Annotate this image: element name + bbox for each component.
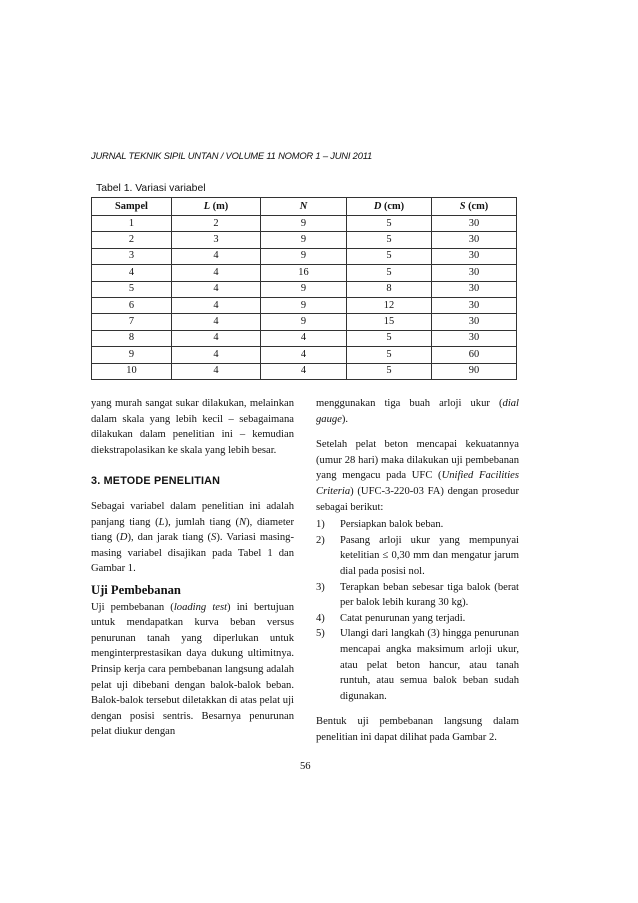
table-cell: 30: [432, 281, 517, 297]
table-cell: 9: [261, 297, 347, 313]
continuation-paragraph: menggunakan tiga buah arloji ukur (dial gauge).: [316, 398, 519, 425]
table-cell: 4: [172, 265, 261, 281]
table-cell: 30: [432, 314, 517, 330]
table-cell: 3: [92, 248, 172, 264]
table-cell: 5: [347, 216, 432, 232]
table-cell: 9: [261, 281, 347, 297]
table-cell: 9: [261, 314, 347, 330]
table-row: [92, 281, 517, 297]
table-caption: Tabel 1. Variasi variabel: [96, 183, 206, 194]
table-cell: 30: [432, 330, 517, 346]
table-cell: 10: [92, 363, 172, 379]
list-item: 2) Pasang arloji ukur yang mempunyai ketelitian ≤ 0,30 mm dan mengatur jarum dial pada posisi nol.: [316, 534, 519, 577]
table-cell: 90: [432, 363, 517, 379]
table-cell: 4: [261, 347, 347, 363]
table-row: [92, 232, 517, 248]
table-cell: 4: [172, 314, 261, 330]
procedure-intro-paragraph: Setelah pelat beton mencapai kekuatannya (umur 28 hari) maka dilakukan uji pembebanan yang mengacu pada UFC (Unified Facilities Criteria) (UFC-3-220-03 FA) dengan prosedur sebagai berikut:: [316, 439, 519, 513]
table-cell: 30: [432, 297, 517, 313]
table-cell: 6: [92, 297, 172, 313]
table-cell: 1: [92, 216, 172, 232]
table-cell: 60: [432, 347, 517, 363]
table-row: [92, 314, 517, 330]
table-cell: 5: [347, 232, 432, 248]
closing-paragraph: Bentuk uji pembebanan langsung dalam penelitian ini dapat dilihat pada Gambar 2.: [316, 716, 519, 743]
list-item: 5) Ulangi dari langkah (3) hingga penurunan mencapai angka maksimum arloji ukur, atau pelat beton hancur, atau tanah runtuh, atau semua balok beban sudah digunakan.: [316, 628, 519, 702]
method-paragraph: Sebagai variabel dalam penelitian ini adalah panjang tiang (L), jumlah tiang (N), diameter tiang (D), dan jarak tiang (S). Variasi masing-masing variabel disajikan pada Tabel 1 dan Gambar 1.: [91, 500, 295, 575]
table-cell: 30: [432, 232, 517, 248]
column-header-l: L (m): [172, 198, 261, 216]
table-row: [92, 297, 517, 313]
table-cell: 4: [172, 281, 261, 297]
page-number: 56: [300, 761, 311, 772]
procedure-list: [316, 517, 519, 704]
intro-paragraph: yang murah sangat sukar dilakukan, melainkan dalam skala yang lebih kecil – sebagaimana dilakukan dalam penelitian ini – kemudian diekstrapolasikan ke skala yang lebih besar.: [91, 398, 294, 456]
table-cell: 4: [172, 330, 261, 346]
table-cell: 30: [432, 216, 517, 232]
table-cell: 9: [261, 216, 347, 232]
table-cell: 8: [92, 330, 172, 346]
table-cell: 5: [347, 265, 432, 281]
table-cell: 8: [347, 281, 432, 297]
table-header-row: [92, 198, 517, 216]
table-cell: 5: [347, 248, 432, 264]
table-row: [92, 248, 517, 264]
table-cell: 4: [172, 248, 261, 264]
table-cell: 4: [92, 265, 172, 281]
column-header-s: S (cm): [432, 198, 517, 216]
table-cell: 7: [92, 314, 172, 330]
table-cell: 2: [92, 232, 172, 248]
table-cell: 15: [347, 314, 432, 330]
list-item: 4) Catat penurunan yang terjadi.: [316, 612, 466, 624]
column-header-sampel: Sampel: [92, 198, 172, 216]
table-row: [92, 265, 517, 281]
right-column: [316, 396, 519, 745]
column-header-d: D (cm): [347, 198, 432, 216]
table-cell: 5: [92, 281, 172, 297]
table-row: [92, 347, 517, 363]
table-cell: 9: [261, 232, 347, 248]
table-cell: 5: [347, 347, 432, 363]
list-item: 1) Persiapkan balok beban.: [316, 519, 444, 531]
variables-table: [91, 197, 517, 380]
table-cell: 5: [347, 330, 432, 346]
table-row: [92, 363, 517, 379]
table-cell: 3: [172, 232, 261, 248]
table-row: [92, 330, 517, 346]
column-header-n: N: [261, 198, 347, 216]
list-item: 3) Terapkan beban sebesar tiga balok (berat per balok lebih kurang 30 kg).: [316, 581, 519, 609]
table-cell: 4: [172, 363, 261, 379]
table-cell: 4: [261, 330, 347, 346]
running-header: JURNAL TEKNIK SIPIL UNTAN / VOLUME 11 NOMOR 1 – JUNI 2011: [91, 150, 373, 161]
loading-test-paragraph: Uji pembebanan (loading test) ini bertujuan untuk mendapatkan kurva beban versus penurunan tanah yang diperlukan untuk menginterprestasikan daya dukung ultimitnya. Prinsip kerja cara pembebanan langsung adalah pelat uji dibebani dengan balok-balok beban. Balok-balok tersebut diletakkan di atas pelat uji dengan posisi sentris. Besarnya penurunan pelat diukur dengan: [91, 601, 294, 738]
table-cell: 12: [347, 297, 432, 313]
table-cell: 4: [261, 363, 347, 379]
table-cell: 9: [261, 248, 347, 264]
table-cell: 16: [261, 265, 347, 281]
left-column: [91, 396, 294, 740]
table-cell: 2: [172, 216, 261, 232]
table-cell: 30: [432, 248, 517, 264]
table-cell: 4: [172, 347, 261, 363]
table-row: [92, 216, 517, 232]
section-heading: 3. METODE PENELITIAN: [91, 475, 221, 488]
table-cell: 30: [432, 265, 517, 281]
subsection-heading: Uji Pembebanan: [91, 582, 181, 597]
table-cell: 5: [347, 363, 432, 379]
table-cell: 4: [172, 297, 261, 313]
table-cell: 9: [92, 347, 172, 363]
